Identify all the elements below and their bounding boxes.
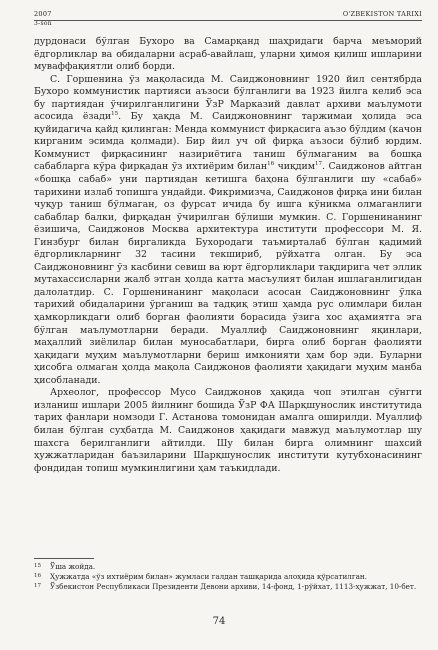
footnote-text: Ҳужжатда «ўз ихтиёрим билан» жумласи галдан ташқарида алоҳида қўрсатилган.	[50, 572, 367, 581]
paragraph-2-part-a: С. Горшенина ўз мақоласида М. Саиджоновнинг 1920 йил сентябрда Бухоро коммунистик партияси аъзоси бўлганлиги ва 1923 йилга келиб эса бу партиядан ўчирилганлигини ЎзР Марказий давлат архиви маълумоти асосида ёзади	[34, 73, 422, 123]
paragraph-2-part-d: . Саиджонов айтган «бошқа сабаб» уни партиядан кетишга баҳона бўлганлиги шу «сабаб» тарихини излаб топишга ундайди. Фикримизча, Саиджонов фирқа ини билан чуқур таниш бўлмаган, оз фурсат ичида бу ишга кўникма олмаганлиги сабаблар балки, фирқадан ўчирилган бўлиши мумкин. С. Горшенинанинг ёзишича, Саиджонов Москва архитектура институти профессори М. Я. Гинзбург билан биргаликда Бухородаги таъмирталаб бўлган қадимий ёдгорликларнинг 32 тасини текшириб, рўйхатга олган. Бу эса Саиджоновнинг ўз касбини севиш ва юрт ёдгорликлари тақдирига чет эллик мутахассисларни жалб этган ҳолда катта масъулият билан ишлаганлигидан далолатдир. С. Горшенинанинг мақоласи асосан Саиджоновнинг ўлка тарихий обидаларини ўрганиш ва тадқиқ этиш ҳамда рус олимлари билан ҳамкорликдаги олиб борган фаолияти борасида ўзига хос аҳамиятга эга бўлган маълумотларни беради. Муаллиф Саиджоновнинг яқинлари, маҳаллий зиёлилар билан муносабатлари, бирга олиб борган фаолияти ҳақидаги муҳим маълумотларни бериш имконияти ҳам бор эди. Буларни ҳисобга олмаган ҳолда мақола Саиджонов фаолияти ҳақидаги муҳим манба ҳисобланади.	[34, 161, 423, 386]
header-journal-title: O'ZBEKISTON TARIXI	[342, 10, 422, 18]
footnote-ref-16[interactable]: 16	[267, 161, 275, 168]
header-issue: 3-son	[34, 20, 52, 27]
footnotes	[34, 562, 422, 592]
footnote-text: Ўша жойда.	[50, 562, 96, 571]
footnote-item	[34, 582, 422, 592]
article-body	[34, 36, 422, 475]
footnote-number: 16	[34, 573, 41, 579]
header-rule	[34, 20, 422, 21]
footnote-rule	[34, 558, 94, 559]
paragraph-3: Археолог, профессор Мусо Саиджонов ҳақида чоп этилган сўнгги изланиш ишлари 2005 йилнинг бошида ЎзР ФА Шарқшунослик институтида тарих фанлари номзоди Г. Астанова томонидан амалга оширилди. Муаллиф билан бўлган суҳбатда М. Саиджонов ҳақидаги мавжуд маълумотлар шу шахсга берилганлиги айтилди. Шу билан бирга олимнинг шахсий ҳужжатларидан баъзиларини Шарқшунослик институти кутубхонасининг фондидан топиш мумкинлигини ҳам таъкидлади.	[34, 387, 422, 474]
paragraph-2-part-c: чиқдим	[274, 161, 316, 173]
footnote-ref-17[interactable]: 17	[315, 161, 323, 168]
paragraph-2	[34, 74, 422, 388]
footnote-text: Ўзбекистон Республикаси Президенти Девони архиви, 14-фонд, 1-рўйхат, 1113-ҳужжат, 10-бет.	[50, 582, 417, 591]
footnote-number: 17	[34, 583, 41, 589]
footnote-item	[34, 572, 422, 582]
footnote-number: 15	[34, 563, 41, 569]
header-year: 2007	[34, 10, 52, 18]
footnote-item	[34, 562, 422, 572]
paragraph-2-part-b: . Бу ҳақда М. Саиджоновнинг таржимаи ҳолида эса қуйидагича қайд қилинган: Менда коммунист фирқасига аъзо бўлдим (качон кирганим эсимда қолмади). Бир йил уч ой фирқа аъзоси бўлиб юрдим. Коммунист фирқасининг назириётига таниш бўлмаганим ва бошқа сабабларга кўра фирқадан ўз ихтиёрим билан	[34, 111, 422, 173]
footnote-ref-15[interactable]: 15	[111, 111, 119, 118]
page-number: 74	[212, 616, 226, 627]
paragraph-1: дурдонаси бўлган Бухоро ва Самарқанд шаҳридаги барча меъморий ёдгорликлар ва обидаларни асраб-авайлаш, уларни ҳимоя қилиш ишларини муваффақиятли олиб борди.	[34, 36, 422, 73]
